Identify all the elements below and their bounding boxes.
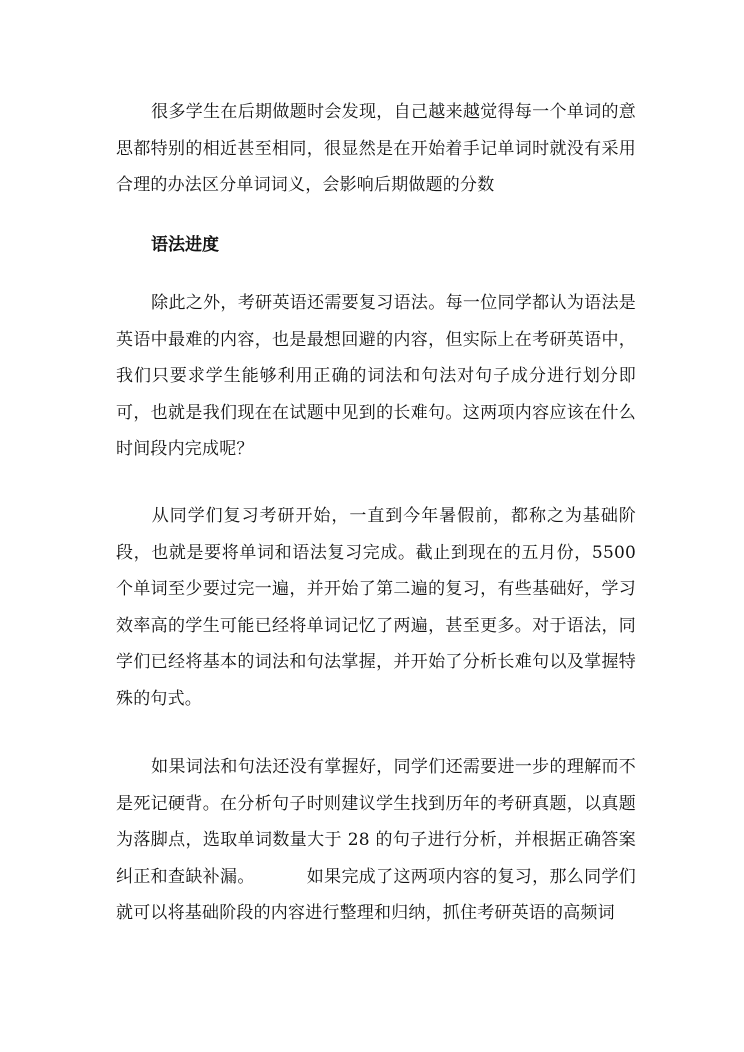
paragraph-3-text: 从同学们复习考研开始，一直到今年暑假前，都称之为基础阶段，也就是要将单词和语法复习完成。截止到现在的五月份，5500 个单词至少要过完一遍，并开始了第二遍的复习，有些基础好，学习效率高的学生可能已经将单词记忆了两遍，甚至更多。对于语法，同学们已经将基本的词法和句法掌握，并开始了分析长难句以及掌握特殊的句式。 <box>116 506 636 709</box>
paragraph-2-text: 除此之外，考研英语还需要复习语法。每一位同学都认为语法是英语中最难的内容，也是最想回避的内容，但实际上在考研英语中，我们只要求学生能够利用正确的词法和句法对句子成分进行划分即可，也就是我们现在在试题中见到的长难句。这两项内容应该在什么时间段内完成呢？ <box>116 293 636 459</box>
paragraph-1-text: 很多学生在后期做题时会发现，自己越来越觉得每一个单词的意思都特别的相近甚至相同，很显然是在开始着手记单词时就没有采用合理的办法区分单词词义，会影响后期做题的分数 <box>116 102 636 195</box>
paragraph-4b-text: 如果完成了这两项内容的复习，那么同学们就可以将基础阶段的内容进行整理和归纳，抓住考研英语的高频词 <box>116 866 636 923</box>
paragraph-4a-text: 如果词法和句法还没有掌握好，同学们还需要进一步的理解而不是死记硬背。在分析句子时则建议学生找到历年的考研真题，以真题为落脚点，选取单词数量大于 28 的句子进行分析，并根据正确答案纠正和查缺补漏。 <box>116 757 636 887</box>
paragraph-2 <box>116 285 636 468</box>
paragraph-3 <box>116 498 636 717</box>
section-heading: 语法进度 <box>151 235 219 255</box>
paragraph-1 <box>116 94 636 204</box>
paragraph-4 <box>116 749 636 932</box>
